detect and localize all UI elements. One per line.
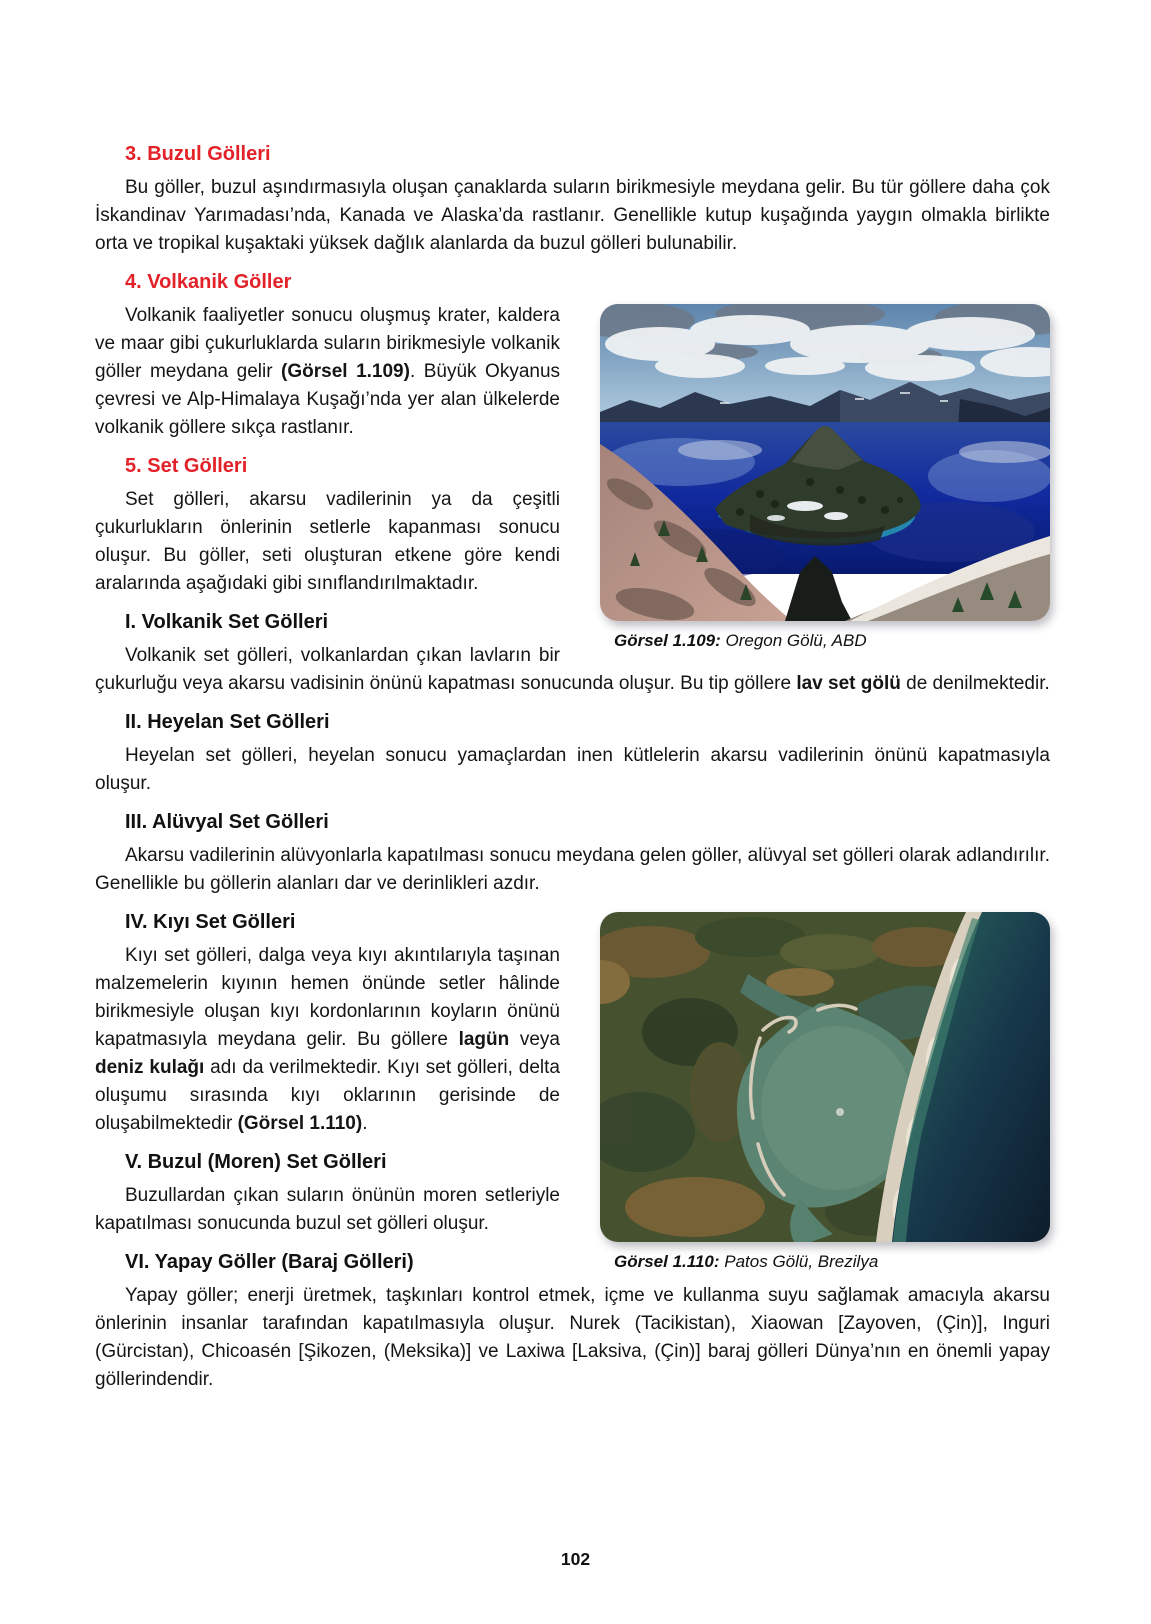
section-heading-set-golleri: 5. Set Gölleri <box>125 455 248 477</box>
patos-satellite-illustration <box>600 912 1050 1242</box>
paragraph-set-golleri: Set gölleri, akarsu vadilerinin ya da çeşitli çukurlukların önlerinin setlerle kapanması sonucu oluşur. Bu göller, seti oluşturan etkene göre kendi aralarında aşağıdaki gibi sınıflandırılmaktadır. <box>95 489 560 594</box>
paragraph-yapay-goller: Yapay göller; enerji üretmek, taşkınları kontrol etmek, içme ve kullanma suyu sağlamak amacıyla akarsu önlerinin insanlar tarafından kapatılmasıyla oluşur. Nurek (Tacikistan), Xiaowan [Zayoven, (Çin)], Inguri (Gürcistan), Chicoasén [Şikozen, (Meksika)] ve Laxiwa [Laksiva, (Çin)] baraj gölleri Dünya’nın en önemli yapay göllerindendir. <box>95 1285 1050 1390</box>
figure-caption-109: Görsel 1.109: Oregon Gölü, ABD <box>614 631 867 650</box>
paragraph-kiyi-set-golleri: Kıyı set gölleri, dalga veya kıyı akıntılarıyla taşınan malzemelerin kıyının hemen önünde setler hâlinde birikmesiyle oluşan kıyı kordonlarının koyların önünü kapatmasıyla meydana gelir. Bu göllere lagün veya deniz kulağı adı da verilmektedir. Kıyı set gölleri, delta oluşumu sırasında kıyı oklarının gerisinde de oluşabilmektedir (Görsel 1.110). <box>95 945 560 1134</box>
paragraph-heyelan-set-golleri: Heyelan set gölleri, heyelan sonucu yamaçlardan inen kütlelerin akarsu vadilerinin önünü kapatmasıyla oluşur. <box>95 745 1050 794</box>
section-heading-buzul-golleri: 3. Buzul Gölleri <box>125 143 271 165</box>
subheading-aluvyal-set-golleri: III. Alüvyal Set Gölleri <box>125 811 329 833</box>
paragraph-aluvyal-set-golleri: Akarsu vadilerinin alüvyonlarla kapatılması sonucu meydana gelen göller, alüvyal set gölleri olarak adlandırılır. Genellikle bu göllerin alanları dar ve derinlikleri azdır. <box>95 845 1050 894</box>
subheading-buzul-moren-set-golleri: V. Buzul (Moren) Set Gölleri <box>125 1151 387 1173</box>
subheading-volkanik-set-golleri: I. Volkanik Set Gölleri <box>125 611 329 633</box>
paragraph-volkanik-goller: Volkanik faaliyetler sonucu oluşmuş krater, kaldera ve maar gibi çukurluklarda suların birikmesiyle volkanik göller meydana gelir (Görsel 1.109). Büyük Okyanus çevresi ve Alp-Himalaya Kuşağı’nda yer alan ülkelerde volkanik göllere sıkça rastlanır. <box>95 305 561 438</box>
section-heading-volkanik-goller: 4. Volkanik Göller <box>125 271 292 293</box>
page-content <box>95 130 1050 1406</box>
subheading-yapay-goller: VI. Yapay Göller (Baraj Gölleri) <box>125 1251 414 1273</box>
page-number: 102 <box>560 1549 591 1569</box>
figure-patos-lagoon <box>600 912 1050 1273</box>
crater-lake-photo-illustration <box>600 304 1050 621</box>
paragraph-buzul-moren-set-golleri: Buzullardan çıkan suların önünün moren setleriyle kapatılması sonucunda buzul set gölleri oluşur. <box>95 1185 560 1234</box>
subheading-kiyi-set-golleri: IV. Kıyı Set Gölleri <box>125 911 296 933</box>
figure-caption-110: Görsel 1.110: Patos Gölü, Brezilya <box>614 1252 879 1271</box>
paragraph-buzul-golleri: Bu göller, buzul aşındırmasıyla oluşan çanaklarda suların birikmesiyle meydana gelir. Bu tür göllere daha çok İskandinav Yarımadası’nda, Kanada ve Alaska’da rastlanır. Genellikle kutup kuşağında yaygın olmakla birlikte orta ve tropikal kuşaktaki yüksek dağlık alanlarda da buzul gölleri bulunabilir. <box>95 177 1050 254</box>
figure-crater-lake <box>600 304 1050 652</box>
paragraph-volkanik-set-golleri: Volkanik set gölleri, volkanlardan çıkan lavların bir çukurluğu veya akarsu vadisinin önünü kapatması sonucunda oluşur. Bu tip göllere lav set gölü de denilmektedir. <box>95 645 1050 694</box>
subheading-heyelan-set-golleri: II. Heyelan Set Gölleri <box>125 711 330 733</box>
crater-lake-image <box>600 304 1050 621</box>
patos-satellite-image <box>600 912 1050 1242</box>
